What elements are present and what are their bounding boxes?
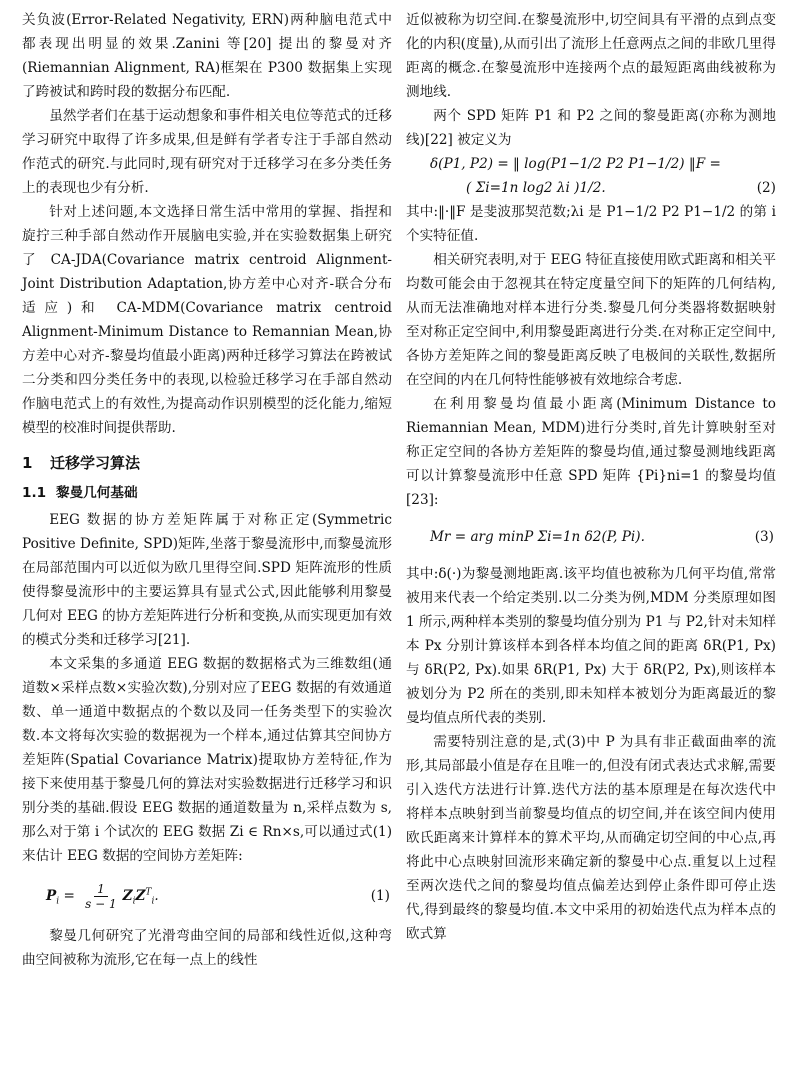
equation-2-line-2 xyxy=(406,176,776,200)
equation-2-line-1: δ(P1, P2) = ‖ log(P1−1/2 P2 P1−1/2) ‖F = xyxy=(430,156,721,172)
subsection-title: 黎曼几何基础 xyxy=(56,485,138,501)
fraction: $\frac{1}{s - 1}$ xyxy=(85,881,117,911)
equation-number: (3) xyxy=(754,529,774,545)
paragraph: 黎曼几何研究了光滑弯曲空间的局部和线性近似,这种弯曲空间被称为流形,它在每一点上的线性 xyxy=(22,928,392,968)
paragraph: 关负波(Error-Related Negativity, ERN)两种脑电范式中都表现出明显的效果.Zanini 等[20] 提出的黎曼对齐(Riemannian Alignment, RA)框架在 P300 数据集上实现了跨被试和跨时段的数据分布匹配. xyxy=(22,12,392,100)
section-number: 1 xyxy=(22,454,33,472)
paragraph: 其中:δ(·)为黎曼测地距离.该平均值也被称为几何平均值,常常被用来代表一个给定类别.以二分类为例,MDM 分类原理如图 1 所示,两种样本类别的黎曼均值分别为 P1 与 P2,针对未知样本 Px 分别计算该样本到各样本均值之间的距离 δR(P1, Px) 与 δR(P2, Px).如果 δR(P1, Px) 大于 δR(P2, Px),则该样本被划分为 P2 所在的类别,即未知样本被划分为距离最近的黎曼均值点所代表的类别. xyxy=(406,566,776,726)
paragraph: 两个 SPD 矩阵 P1 和 P2 之间的黎曼距离(亦称为测地线)[22] 被定义为 xyxy=(406,108,776,148)
equation-body: Mr = arg minP Σi=1n δ2(P, Pi). xyxy=(430,529,645,545)
paragraph: 本文采集的多通道 EEG 数据的数据格式为三维数组(通道数×采样点数×实验次数),分别对应了EEG 数据的有效通道数、单一通道中数据点的个数以及同一任务类型下的实验次数.本文将每次实验的数据视为一个样本,通过估算其空间协方差矩阵(Spatial Covariance Matrix)提取协方差特征,作为接下来使用基于黎曼几何的算法对实验数据进行迁移学习和识别分类的基础.假设 EEG 数据的通道数量为 n,采样点数为 s,那么对于第 i 个试次的 EEG 数据 Zi ∈ Rn×s,可以通过式(1)来估计 EEG 数据的空间协方差矩阵: xyxy=(22,656,392,864)
right-column xyxy=(406,8,776,946)
paragraph: EEG 数据的协方差矩阵属于对称正定(Symmetric Positive Definite, SPD)矩阵,坐落于黎曼流形中,而黎曼流形在局部范围内可以近似为欧几里得空间.SPD 矩阵流形的性质使得黎曼流形中的主要运算具有显式公式,因此能够利用黎曼几何对 EEG 的协方差矩阵进行分析和变换,从而实现更加有效的模式分类和迁移学习[21]. xyxy=(22,512,392,648)
equation-3 xyxy=(406,516,776,558)
equation-1 xyxy=(22,872,392,920)
paragraph: 近似被称为切空间.在黎曼流形中,切空间具有平滑的点到点变化的内积(度量),从而引出了流形上任意两点之间的非欧几里得距离的概念.在黎曼流形中连接两个点的最短距离曲线被称为测地线. xyxy=(406,12,776,100)
section-title: 迁移学习算法 xyxy=(50,454,141,472)
equation-body: ( Σi=1n log2 λi )1/2. xyxy=(466,180,606,196)
equation-body: $P_i$ = $\frac{1}{s - 1}$ $Z_iZ^T_i$. xyxy=(46,881,159,911)
paragraph: 其中:‖·‖F 是斐波那契范数;λi 是 P1−1/2 P2 P1−1/2 的第 i 个实特征值. xyxy=(406,204,776,244)
paragraph: 虽然学者们在基于运动想象和事件相关电位等范式的迁移学习研究中取得了许多成果,但是鲜有学者专注于手部自然动作范式的研究.与此同时,现有研究对于迁移学习在多分类任务上的表现也少有分析. xyxy=(22,108,392,196)
left-column xyxy=(22,8,392,972)
paragraph: 在利用黎曼均值最小距离(Minimum Distance to Riemannian Mean, MDM)进行分类时,首先计算映射至对称正定空间的各协方差矩阵的黎曼均值,通过黎曼测地线距离可以计算黎曼流形中任意 SPD 矩阵 {Pi}ni=1 的黎曼均值[23]: xyxy=(406,396,776,508)
section-heading xyxy=(22,452,392,474)
subsection-number: 1.1 xyxy=(22,485,47,501)
equation-number: (1) xyxy=(370,888,390,904)
subsection-heading xyxy=(22,482,392,504)
paragraph: 针对上述问题,本文选择日常生活中常用的掌握、指捏和旋拧三种手部自然动作开展脑电实验,并在实验数据集上研究了 CA-JDA(Covariance matrix centroid Alignment-Joint Distribution Adaptation,协方差中心对齐-联合分布适应)和 CA-MDM(Covariance matrix centroid Alignment-Minimum Distance to Remannian Mean,协方差中心对齐-黎曼均值最小距离)两种迁移学习算法在跨被试二分类和四分类任务中的表现,以检验迁移学习在手部自然动作脑电范式上的有效性,为提高动作识别模型的泛化能力,缩短模型的校准时间提供帮助. xyxy=(22,204,392,436)
equation-number: (2) xyxy=(756,180,776,196)
paragraph: 需要特别注意的是,式(3)中 P 为具有非正截面曲率的流形,其局部最小值是存在且唯一的,但没有闭式表达式求解,需要引入迭代方法进行计算.迭代方法的基本原理是在每次迭代中将样本点映射到当前黎曼均值点的切空间,并在该空间内使用欧氏距离来计算样本的算术平均,从而确定切空间的中心点,再将此中心点映射回流形来确定新的黎曼中心点.重复以上过程至两次迭代之间的黎曼均值点偏差达到停止条件即可停止迭代,得到最终的黎曼均值.本文中采用的初始迭代点为样本点的欧式算 xyxy=(406,734,776,942)
paragraph: 相关研究表明,对于 EEG 特征直接使用欧式距离和相关平均数可能会由于忽视其在特定度量空间下的矩阵的几何结构,从而无法准确地对样本进行分类.黎曼几何分类器将数据映射至对称正定空间中,利用黎曼距离进行分类.在对称正定空间中,各协方差矩阵之间的黎曼距离反映了电极间的关联性,数据所在空间的内在几何特性能够被有效地综合考虑. xyxy=(406,252,776,388)
